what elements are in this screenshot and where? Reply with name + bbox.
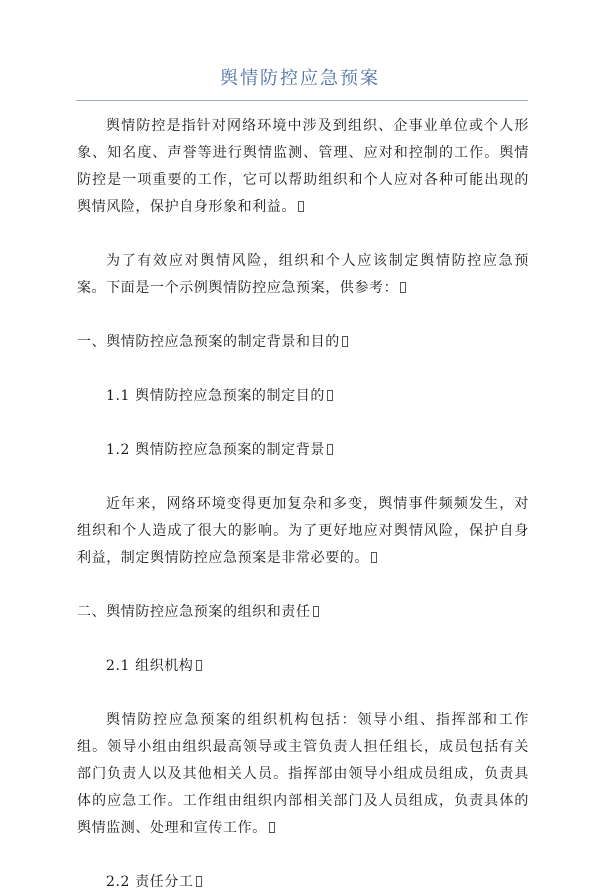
paragraph-mark-icon	[313, 606, 319, 617]
paragraph-mark-icon	[327, 444, 333, 455]
subsection-heading-2-2: 2.2 责任分工	[77, 869, 529, 896]
paragraph-organization: 舆情防控应急预案的组织机构包括：领导小组、指挥部和工作组。领导小组由组织最高领导或主管负责人担任组长，成员包括有关部门负责人以及其他相关人员。指挥部由领导小组成员组成，负责具体的应急工作。工作组由组织内部相关部门及人员组成，负责具体的舆情监测、处理和宣传工作。	[77, 712, 529, 836]
section-heading-1: 一、舆情防控应急预案的制定背景和目的	[77, 329, 529, 356]
document-body	[77, 113, 529, 896]
paragraph-mark-icon	[269, 822, 275, 833]
document-title: 舆情防控应急预案	[220, 68, 380, 89]
title-divider	[76, 100, 528, 101]
paragraph-mark-icon	[327, 390, 333, 401]
paragraph-mark-icon	[371, 552, 377, 563]
paragraph-mark-icon	[400, 282, 406, 293]
paragraph-purpose: 为了有效应对舆情风险，组织和个人应该制定舆情防控应急预案。下面是一个示例舆情防控应急预案，供参考：	[77, 253, 529, 296]
paragraph-mark-icon	[342, 336, 348, 347]
paragraph-mark-icon	[196, 876, 202, 887]
paragraph-mark-icon	[196, 660, 202, 671]
paragraph-intro: 舆情防控是指针对网络环境中涉及到组织、企事业单位或个人形象、知名度、声誉等进行舆情监测、管理、应对和控制的工作。舆情防控是一项重要的工作，它可以帮助组织和个人应对各种可能出现的舆情风险，保护自身形象和利益。	[77, 118, 529, 215]
section-heading-2: 二、舆情防控应急预案的组织和责任	[77, 599, 529, 626]
subsection-heading-1-2: 1.2 舆情防控应急预案的制定背景	[77, 437, 529, 464]
paragraph-mark-icon	[298, 201, 304, 212]
paragraph-background: 近年来，网络环境变得更加复杂和多变，舆情事件频频发生，对组织和个人造成了很大的影响。为了更好地应对舆情风险，保护自身利益，制定舆情防控应急预案是非常必要的。	[77, 496, 529, 566]
subsection-heading-2-1: 2.1 组织机构	[77, 653, 529, 680]
subsection-heading-1-1: 1.1 舆情防控应急预案的制定目的	[77, 383, 529, 410]
